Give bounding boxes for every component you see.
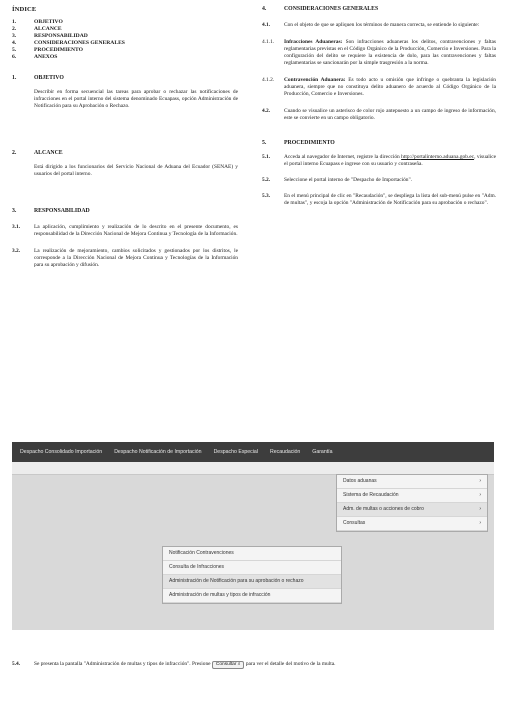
section-title: OBJETIVO [34,75,64,81]
menu-tab[interactable]: Despacho Consolidado Importación [20,449,103,455]
submenu-item[interactable] [337,517,487,531]
paragraph-number: 4.1.2. [262,77,275,83]
search-icon: ⌕ [237,662,241,667]
definition-4-1-2 [262,77,496,98]
paragraph-3-2 [12,248,238,269]
section-title: RESPONSABILIDAD [34,208,90,214]
consultar-button[interactable] [212,661,245,669]
paragraph-text: para ver el detalle del motivo de la multa. [244,661,336,667]
paragraph-number: 4.1. [262,22,271,28]
chevron-right-icon: › [479,520,481,526]
paragraph-5-4 [12,661,494,669]
paragraph-text: En el menú principal de clic en "Recaudación", se despliega la lista del sub-menú pulse en "Adm. de multas", y escoja la opción "Administración de Notificación para su aprobación o rechazo". [284,193,496,206]
toc-item-label: PROCEDIMIENTO [34,47,84,53]
paragraph-4-2 [262,108,496,122]
menu-tab[interactable]: Despacho Especial [213,449,258,455]
paragraph-number: 5.1. [262,154,271,160]
paragraph-text: Cuando se visualice un asterisco de color rojo antepuesto a un campo de ingreso de información, este se convierte en un campo obligatorio. [284,108,496,121]
paragraph-text: Acceda al navegador de Internet, registre la dirección [284,154,402,160]
paragraph-number: 4.1.1. [262,39,275,45]
submenu-item[interactable]: Administración de multas y tipos de infracción [163,589,341,603]
paragraph-number: 5.4. [12,661,21,667]
table-of-contents [12,19,238,61]
definition-text: Son infracciones aduaneras los delitos, contravenciones y faltas reglamentarias previstas en el Código Orgánico de la Producción, Comercio e Inversiones. Para la configuración del delito se requiere la existencia de dolo, para las contravenciones y faltas reglamentarias se sancionarán por la simple trasgresión a la norma. [284,39,497,66]
chevron-right-icon: › [479,478,481,484]
toc-title: ÍNDICE [12,6,37,13]
paragraph-5-2 [262,177,496,184]
chevron-right-icon: › [479,506,481,512]
main-menu-bar [12,442,494,462]
toc-item-label: OBJETIVO [34,19,63,25]
paragraph-text: , visualice el portal interno Ecuapass e ingrese con su usuario y contraseña. [284,154,496,167]
menu-tab[interactable]: Garantía [312,449,333,455]
paragraph-text: Seleccione el portal interno de "Despacho de Importación". [284,177,413,183]
paragraph-number: 5.3. [262,193,271,199]
adm-multas-submenu [162,546,342,604]
alcance-text: Está dirigido a los funcionarios del Servicio Nacional de Aduana del Ecuador (SENAE) y usuarios del portal interno. [34,164,238,177]
submenu-item[interactable] [337,489,487,503]
paragraph-number: 3.1. [12,224,21,230]
section-title: ALCANCE [34,150,63,156]
toc-item[interactable] [12,54,238,61]
paragraph-4-1 [262,22,496,29]
toc-item[interactable] [12,40,238,47]
toc-item-number: 3. [12,33,17,39]
toc-item-label: RESPONSABILIDAD [34,33,88,39]
chevron-right-icon: › [479,492,481,498]
definition-term: Infracciones Aduaneras: [284,39,343,45]
toc-item[interactable] [12,26,238,33]
section-number: 2. [12,150,17,156]
toc-item-number: 1. [12,19,17,25]
left-column [12,6,238,269]
paragraph-3-1 [12,224,238,238]
button-label: Consultar [215,662,237,667]
toc-item[interactable] [12,33,238,40]
submenu-item-label: Adm. de multas o acciones de cobro [343,506,424,512]
menu-tabs [12,442,494,462]
paragraph-number: 3.2. [12,248,21,254]
toc-item-number: 2. [12,26,17,32]
submenu-item[interactable]: Consulta de Infracciones [163,561,341,575]
paragraph-text: La realización de mejoramiento, cambios solicitados y gestionados por los distritos, le corresponde a la Dirección Nacional de Mejora Continua y Tecnologías de la Información para su aprobación y difusión. [34,248,238,268]
recaudacion-submenu [336,474,488,532]
toc-item-label: CONSIDERACIONES GENERALES [34,40,125,46]
section-number: 3. [12,208,17,214]
submenu-item-label: Sistema de Recaudación [343,492,399,498]
toc-item-label: ALCANCE [34,26,62,32]
definition-text: Es todo acto u omisión que infringe o quebranta la legislación aduanera, siempre que no constituya delito aduanero de acuerdo al Código Orgánico de la Producción, Comercio e Inversiones. [284,77,496,97]
paragraph-5-3 [262,193,496,207]
menu-tab[interactable]: Despacho Notificación de Importación [114,449,202,455]
definition-4-1-1 [262,39,496,67]
embedded-screenshot [12,442,494,630]
paragraph-text: La aplicación, cumplimiento y realización de lo descrito en el presente documento, es responsabilidad de la Dirección Nacional de Mejora Continua y Tecnología de la Información. [34,224,238,237]
submenu-item[interactable] [337,475,487,489]
toc-item-number: 5. [12,47,17,53]
definition-term: Contravención Aduanera: [284,77,346,83]
paragraph-text: Se presenta la pantalla "Administración de multas y tipos de infracción". Presione [34,661,212,667]
submenu-item[interactable]: Administración de Notificación para su aprobación o rechazo [163,575,341,589]
toc-item-number: 4. [12,40,17,46]
section-title: PROCEDIMIENTO [284,140,335,146]
submenu-item-label: Consultas [343,520,366,526]
toc-item[interactable] [12,47,238,54]
paragraph-5-1 [262,154,496,168]
objetivo-text: Describir en forma secuencial las tareas para aprobar o rechazar las notificaciones de infracciones en el portal interno del sistema denominado Ecuapass, opción Administración de Notificación para su Aprobación o Rechazo. [34,89,238,109]
section-title: CONSIDERACIONES GENERALES [284,6,379,12]
portal-link[interactable]: http://portalinterno.aduana.gob.ec [401,154,475,160]
toc-item[interactable] [12,19,238,26]
paragraph-number: 4.2. [262,108,271,114]
paragraph-number: 5.2. [262,177,271,183]
menu-tab[interactable]: Recaudación [269,449,301,455]
toc-item-label: ANEXOS [34,54,58,60]
submenu-item-label: Datos aduanas [343,478,377,484]
section-number: 5. [262,140,267,146]
toc-item-number: 6. [12,54,17,60]
paragraph-text: Con el objeto de que se apliquen los términos de manera correcta, se entiende lo siguiente: [284,22,480,28]
right-column [262,6,496,207]
submenu-item[interactable] [337,503,487,517]
submenu-item[interactable]: Notificación Contravenciones [163,547,341,561]
section-number: 4. [262,6,267,12]
section-number: 1. [12,75,17,81]
